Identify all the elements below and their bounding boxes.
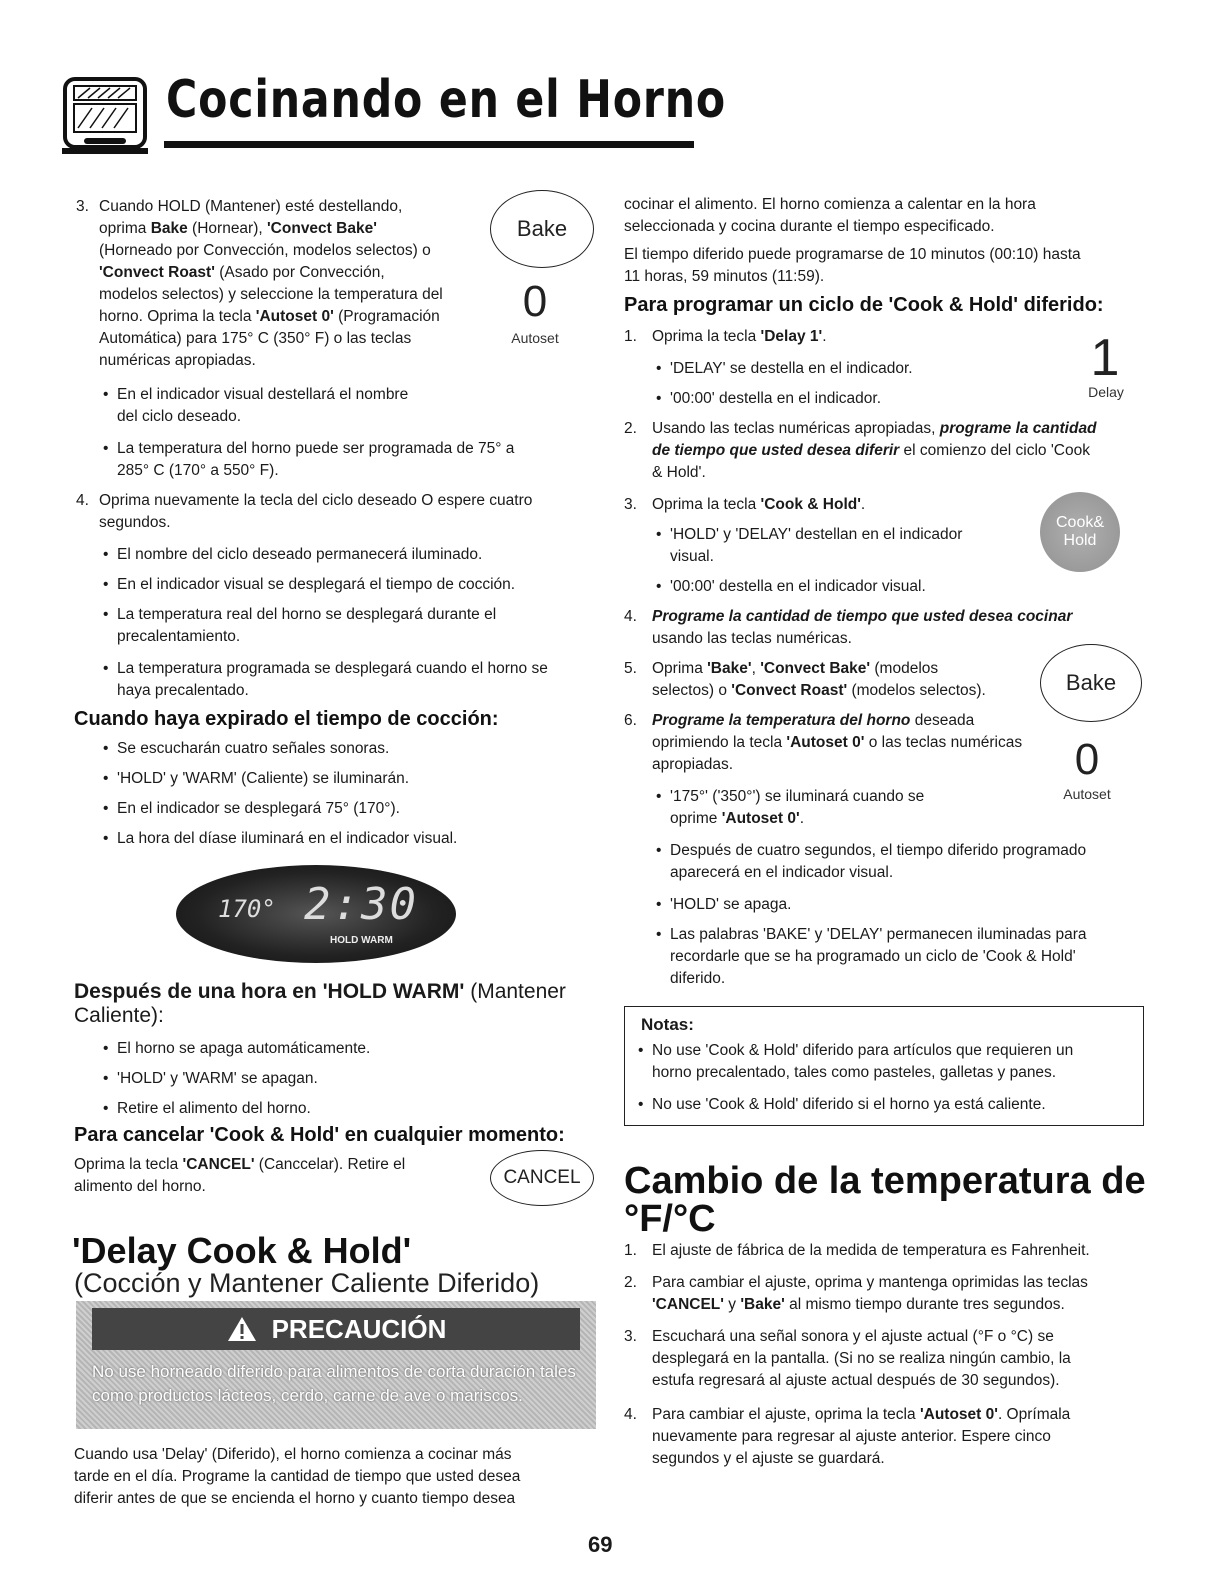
caution-line: No use horneado diferido para alimentos de corta duración tales (92, 1362, 576, 1381)
caution-line: como productos lácteos, cerdo, carne de ave o mariscos. (92, 1386, 523, 1405)
paragraph-line: seleccionada y cocina durante el tiempo especificado. (624, 218, 995, 235)
display-temperature: 170° (218, 895, 276, 923)
warning-icon (226, 1315, 258, 1343)
bullet-item: • 'HOLD' y 'DELAY' destellan en el indicador (670, 526, 962, 544)
step-text-line: usando las teclas numéricas. (652, 630, 852, 647)
step-text-line: apropiadas. (652, 756, 734, 773)
autoset-key-digit-right: 0 (1074, 735, 1100, 784)
display-time: 2:30 (304, 879, 418, 930)
paragraph-line: cocinar el alimento. El horno comienza a calentar en la hora (624, 196, 1036, 213)
step-text-line: de tiempo que usted desea diferir el comienzo del ciclo 'Cook (652, 442, 1090, 459)
bullet-item: • La temperatura real del horno se desplegará durante el (117, 606, 496, 624)
bullet-item: • '00:00' destella en el indicador. (670, 390, 881, 408)
bullet-item-cont: 285° C (170° a 550° F). (117, 462, 279, 479)
autoset-key-label: Autoset (511, 330, 559, 346)
step-text-line: 'Convect Roast' (Asado por Convección, (99, 264, 385, 281)
temp-heading: Cambio de la temperatura de (624, 1160, 1146, 1202)
temp-heading-cont: °F/°C (624, 1198, 716, 1240)
bake-key: Bake (490, 190, 594, 268)
step-text-line: Para cambiar el ajuste, oprima la tecla 'Autoset 0'. Oprímala (652, 1406, 1071, 1423)
autoset-key-digit: 0 (522, 277, 548, 326)
note-item: • No use 'Cook & Hold' diferido si el horno ya está caliente. (652, 1096, 1046, 1114)
bake-key-right: Bake (1040, 644, 1142, 722)
bullet-item: • La temperatura del horno puede ser programada de 75° a (117, 438, 514, 460)
bullet-item-cont: visual. (670, 548, 714, 565)
step-number: 3. (624, 496, 637, 513)
bullet-item: • 'HOLD' se apaga. (670, 896, 791, 914)
bullet-item: • El nombre del ciclo deseado permanecerá iluminado. (117, 546, 482, 564)
delay-title: 'Delay Cook & Hold' (72, 1230, 412, 1271)
step-text-line: Para cambiar el ajuste, oprima y mantenga oprimidas las teclas (652, 1274, 1088, 1291)
section-heading-after-hour: Después de una hora en 'HOLD WARM' (Mantener (74, 980, 566, 1003)
step-text-line: Oprima la tecla 'Delay 1'. (652, 328, 827, 345)
step-text-line: 'CANCEL' y 'Bake' al mismo tiempo durante tres segundos. (652, 1296, 1065, 1313)
page-header (62, 66, 727, 156)
bullet-item-cont: del ciclo deseado. (117, 408, 242, 425)
step-text-line: Programe la temperatura del horno deseada (652, 712, 975, 729)
bullet-item: • La temperatura programada se desplegará cuando el horno se (117, 660, 548, 678)
page-number: 69 (588, 1532, 613, 1557)
bullet-item: • Se escucharán cuatro señales sonoras. (117, 740, 389, 758)
paragraph-line: 11 horas, 59 minutos (11:59). (624, 268, 825, 285)
bullet-item: • 'HOLD' y 'WARM' se apagan. (117, 1070, 318, 1088)
delay-subtitle: (Cocción y Mantener Caliente Diferido) (74, 1268, 540, 1298)
step-text-line: horno. Oprima la tecla 'Autoset 0' (Programación (99, 308, 440, 325)
bullet-item: • '175°' ('350°') se iluminará cuando se (670, 788, 924, 806)
cook-hold-key: Cook& Hold (1040, 492, 1120, 572)
step-number: 4. (76, 492, 89, 509)
caution-title: PRECAUCIÓN (271, 1313, 447, 1344)
step-text-line: Oprima nuevamente la tecla del ciclo deseado O espere cuatro (99, 492, 533, 509)
step-text-line: desplegará en la pantalla. (Si no se realiza ningún cambio, la (652, 1350, 1071, 1367)
step-text-line: oprimiendo la tecla 'Autoset 0' o las teclas numéricas (652, 734, 1023, 751)
cancel-text: Oprima la tecla 'CANCEL' (Canccelar). Retire el (74, 1156, 406, 1173)
caution-text (92, 1360, 582, 1408)
step-text-line: segundos. (99, 514, 171, 531)
bullet-item: • En el indicador visual destellará el nombre (117, 384, 408, 406)
oven-icon (62, 76, 148, 156)
delay-key-digit: 1 (1090, 329, 1120, 387)
bullet-item: • Retire el alimento del horno. (117, 1100, 311, 1118)
section-heading-expired: Cuando haya expirado el tiempo de cocción: (74, 708, 499, 730)
step-number: 4. (624, 1406, 637, 1423)
step-text-line: oprima Bake (Hornear), 'Convect Bake' (99, 220, 377, 237)
step-text-line: Automática) para 175° C (350° F) o las teclas (99, 330, 412, 347)
step-number: 1. (624, 1242, 637, 1259)
paragraph-line: diferir antes de que se encienda el horno y cuanto tiempo desea (74, 1490, 516, 1507)
paragraph-line: Cuando usa 'Delay' (Diferido), el horno comienza a cocinar más (74, 1446, 512, 1463)
bullet-item: • El horno se apaga automáticamente. (117, 1040, 370, 1058)
caution-banner (92, 1308, 580, 1350)
step-number: 3. (624, 1328, 637, 1345)
bullet-item-cont: diferido. (670, 970, 726, 987)
section-heading-after-hour-cont: Caliente): (74, 1004, 164, 1027)
step-text-line: segundos y el ajuste se guardará. (652, 1450, 885, 1467)
step-number: 2. (624, 420, 637, 437)
bullet-item: • 'DELAY' se destella en el indicador. (670, 360, 913, 378)
bullet-item: • '00:00' destella en el indicador visual. (670, 578, 926, 596)
oven-display (176, 865, 456, 963)
step-text-line: modelos selectos) y seleccione la temperatura del (99, 286, 443, 303)
bullet-item: • Después de cuatro segundos, el tiempo diferido programado (670, 842, 1086, 860)
step-text-line: estufa regresará al ajuste actual después de 30 segundos). (652, 1372, 1060, 1389)
title-underline (164, 141, 694, 148)
step-text-line: Oprima 'Bake', 'Convect Bake' (modelos (652, 660, 939, 677)
bullet-item-cont: oprime 'Autoset 0'. (670, 810, 804, 827)
notes-title: Notas: (641, 1015, 694, 1034)
step-text-line: nuevamente para regresar al ajuste anterior. Espere cinco (652, 1428, 1051, 1445)
step-number: 1. (624, 328, 637, 345)
step-number: 5. (624, 660, 637, 677)
note-item-cont: horno precalentado, tales como pasteles, galletas y panes. (652, 1064, 1057, 1081)
cancel-text-cont: alimento del horno. (74, 1178, 206, 1195)
bullet-item-cont: haya precalentado. (117, 682, 249, 699)
step-number: 4. (624, 608, 637, 625)
step-number: 6. (624, 712, 637, 729)
step-text-line: (Horneado por Convección, modelos selectos) o (99, 242, 431, 259)
section-heading-cancel: Para cancelar 'Cook & Hold' en cualquier momento: (74, 1124, 565, 1146)
bullet-item: • 'HOLD' y 'WARM' (Caliente) se iluminarán. (117, 770, 409, 788)
bullet-item: • En el indicador se desplegará 75° (170°). (117, 800, 400, 818)
bullet-item-cont: aparecerá en el indicador visual. (670, 864, 894, 881)
bullet-item: • La hora del díase iluminará en el indicador visual. (117, 830, 457, 848)
step-number: 2. (624, 1274, 637, 1291)
delay-key-label: Delay (1088, 384, 1124, 400)
bullet-item-cont: recordarle que se ha programado un ciclo de 'Cook & Hold' (670, 948, 1076, 965)
step-text-line: & Hold'. (652, 464, 706, 481)
step-number: 3. (76, 198, 89, 215)
bullet-item: • En el indicador visual se desplegará el tiempo de cocción. (117, 576, 515, 594)
bullet-item-cont: precalentamiento. (117, 628, 241, 645)
step-text-line: selectos) o 'Convect Roast' (modelos selectos). (652, 682, 986, 699)
step-text-line: Usando las teclas numéricas apropiadas, programe la cantidad (652, 420, 1097, 437)
paragraph-line: El tiempo diferido puede programarse de 10 minutos (00:10) hasta (624, 246, 1081, 263)
display-status: HOLD WARM (330, 935, 393, 946)
step-text-line: El ajuste de fábrica de la medida de temperatura es Fahrenheit. (652, 1242, 1090, 1259)
note-item: • No use 'Cook & Hold' diferido para artículos que requieren un (652, 1042, 1073, 1060)
step-text-line: Oprima la tecla 'Cook & Hold'. (652, 496, 866, 513)
paragraph-line: tarde en el día. Programe la cantidad de tiempo que usted desea (74, 1468, 521, 1485)
page-title: Cocinando en el Horno (166, 70, 727, 130)
cancel-key: CANCEL (490, 1150, 594, 1206)
step-text-line: numéricas apropiadas. (99, 352, 256, 369)
step-text-line: Cuando HOLD (Mantener) esté destellando, (99, 198, 403, 215)
section-heading-program: Para programar un ciclo de 'Cook & Hold' diferido: (624, 294, 1104, 316)
bullet-item: • Las palabras 'BAKE' y 'DELAY' permanecen iluminadas para (670, 926, 1087, 944)
step-text-line: Escuchará una señal sonora y el ajuste actual (°F o °C) se (652, 1328, 1054, 1345)
autoset-key-label-right: Autoset (1063, 786, 1111, 802)
step-text-line: Programe la cantidad de tiempo que usted desea cocinar (652, 608, 1073, 625)
